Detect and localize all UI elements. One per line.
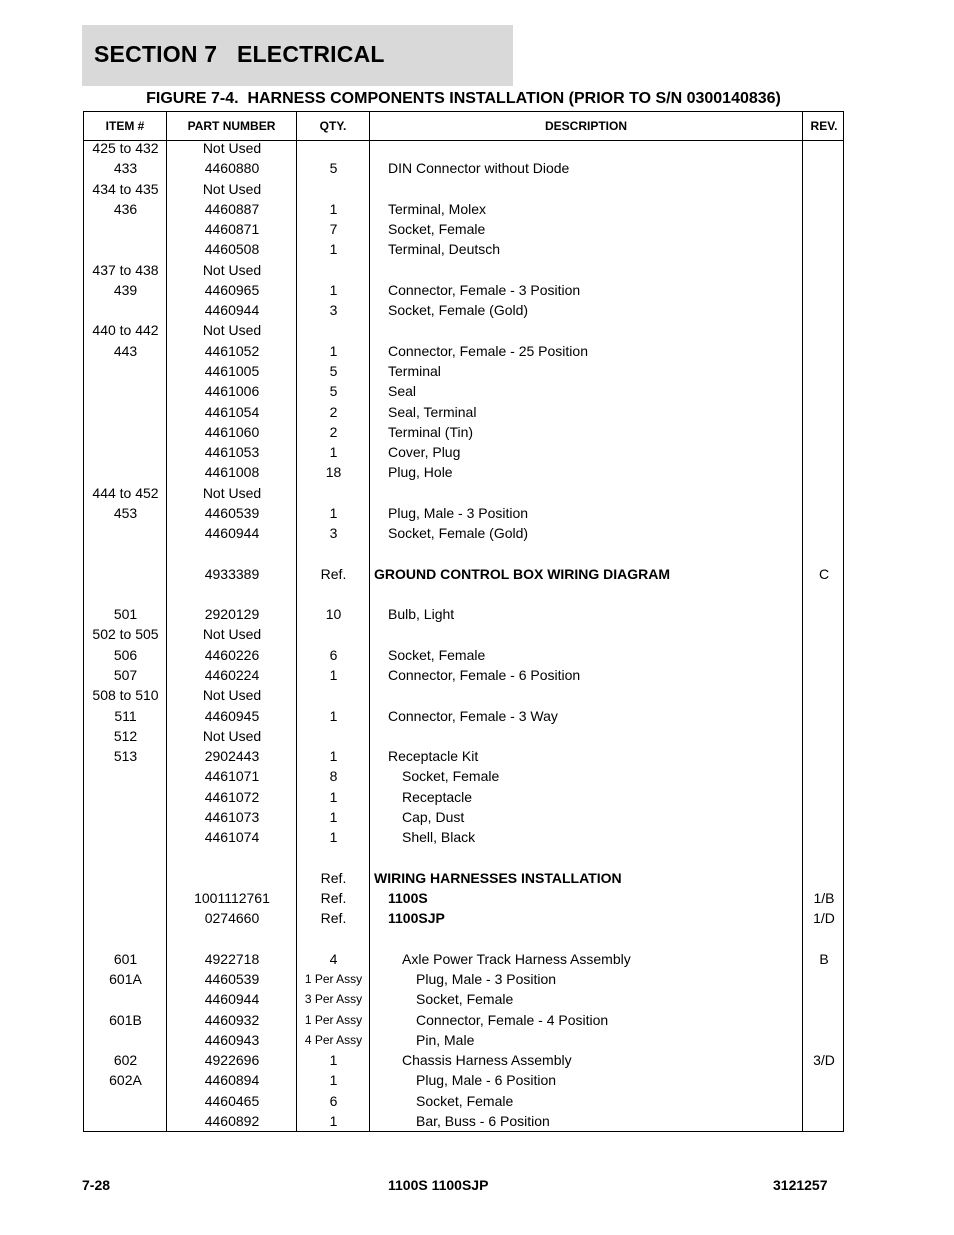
cell-qty: 1 [329, 808, 338, 825]
header-item: ITEM # [105, 119, 145, 133]
cell-part-number: 4460944 [204, 302, 260, 319]
cell-part-number: 4460894 [204, 1072, 260, 1089]
cell-part-number: Not Used [202, 727, 262, 744]
cell-part-number: 4460965 [204, 281, 260, 298]
table-row [84, 584, 845, 604]
table-row [84, 604, 845, 624]
table-row [84, 1091, 845, 1111]
cell-item: 512 [113, 727, 138, 744]
table-row [84, 523, 845, 543]
cell-qty: 1 [329, 1112, 338, 1129]
table-row [84, 158, 845, 178]
cell-description: Connector, Female - 4 Position [416, 1011, 609, 1028]
cell-qty: Ref. [320, 910, 347, 927]
cell-qty: 5 [329, 383, 338, 400]
table-row [84, 868, 845, 888]
cell-description: GROUND CONTROL BOX WIRING DIAGRAM [374, 565, 671, 582]
table-row [84, 402, 845, 422]
table-row [84, 847, 845, 867]
cell-item: 601A [109, 971, 142, 988]
cell-part-number: 4460880 [204, 160, 260, 177]
cell-part-number: 4461072 [204, 788, 260, 805]
cell-qty: 3 Per Assy [304, 992, 363, 1007]
cell-qty: 1 [329, 788, 338, 805]
table-row [84, 462, 845, 482]
table-row [84, 645, 845, 665]
cell-qty: 1 [329, 667, 338, 684]
table-row [84, 219, 845, 239]
cell-description: Receptacle Kit [388, 748, 479, 765]
cell-description: 1100S [388, 889, 428, 906]
cell-description: Socket, Female (Gold) [388, 302, 529, 319]
cell-description: WIRING HARNESSES INSTALLATION [374, 869, 622, 886]
cell-part-number: Not Used [202, 626, 262, 643]
cell-description: Cover, Plug [388, 444, 461, 461]
cell-part-number: 4460465 [204, 1092, 260, 1109]
table-row [84, 138, 845, 158]
cell-description: Plug, Hole [388, 464, 453, 481]
table-row [84, 949, 845, 969]
cell-item: 602 [113, 1052, 138, 1069]
cell-qty: 1 [329, 829, 338, 846]
cell-part-number: 4460945 [204, 707, 260, 724]
cell-rev: 1/D [813, 910, 835, 927]
table-row [84, 989, 845, 1009]
table-row [84, 1030, 845, 1050]
table-row [84, 1050, 845, 1070]
cell-description: Connector, Female - 3 Way [388, 707, 558, 724]
table-row [84, 179, 845, 199]
cell-part-number: 4460944 [204, 525, 260, 542]
table-row [84, 827, 845, 847]
cell-part-number: 4460932 [204, 1011, 260, 1028]
table-row [84, 442, 845, 462]
table-row [84, 969, 845, 989]
cell-item: 453 [113, 504, 138, 521]
cell-item: 511 [114, 707, 137, 724]
table-row [84, 564, 845, 584]
cell-rev: B [819, 950, 829, 967]
cell-description: Terminal (Tin) [388, 423, 474, 440]
cell-part-number: 4461074 [204, 829, 260, 846]
cell-description: Connector, Female - 3 Position [388, 281, 581, 298]
cell-item: 507 [113, 667, 138, 684]
cell-qty: 1 [329, 707, 338, 724]
cell-description: Plug, Male - 3 Position [416, 971, 557, 988]
header-qty: QTY. [319, 119, 347, 133]
cell-part-number: 4461006 [204, 383, 260, 400]
cell-description: Shell, Black [402, 829, 476, 846]
cell-item: 437 to 438 [92, 261, 159, 278]
table-row [84, 787, 845, 807]
table-row [84, 280, 845, 300]
cell-qty: 1 [329, 748, 338, 765]
cell-qty: 2 [329, 403, 338, 420]
cell-part-number: Not Used [202, 261, 262, 278]
table-row [84, 746, 845, 766]
cell-qty: 10 [325, 606, 342, 623]
figure-title: FIGURE 7-4. HARNESS COMPONENTS INSTALLATION (PRIOR TO S/N 0300140836) [146, 90, 781, 107]
cell-rev: 3/D [813, 1052, 835, 1069]
cell-rev: C [818, 565, 830, 582]
cell-qty: 1 [329, 281, 338, 298]
table-row [84, 1070, 845, 1090]
cell-part-number: 4460224 [204, 667, 260, 684]
cell-description: Cap, Dust [402, 808, 465, 825]
cell-qty: 3 [329, 302, 338, 319]
cell-qty: 2 [329, 423, 338, 440]
cell-qty: 6 [329, 1092, 338, 1109]
table-row [84, 665, 845, 685]
cell-part-number: 4461054 [204, 403, 260, 420]
cell-item: 501 [113, 606, 138, 623]
footer-doc-number: 3121257 [773, 1177, 828, 1193]
cell-part-number: 4460887 [204, 200, 260, 217]
header-rev: REV. [810, 119, 838, 133]
cell-description: Socket, Female [402, 768, 500, 785]
section-title: SECTION 7 ELECTRICAL [94, 41, 385, 67]
cell-qty: 6 [329, 646, 338, 663]
cell-description: Socket, Female [388, 646, 486, 663]
cell-qty: Ref. [320, 869, 347, 886]
cell-description: Socket, Female [416, 1092, 514, 1109]
cell-part-number: Not Used [202, 322, 262, 339]
table-row [84, 624, 845, 644]
cell-part-number: 4461052 [204, 342, 260, 359]
cell-qty: Ref. [320, 565, 347, 582]
footer-page-number: 7-28 [82, 1177, 111, 1193]
cell-description: Axle Power Track Harness Assembly [402, 950, 631, 967]
cell-part-number: 4461053 [204, 444, 260, 461]
cell-part-number: 1001112761 [194, 889, 270, 906]
table-row [84, 543, 845, 563]
header-description: DESCRIPTION [544, 119, 627, 133]
cell-description: 1100SJP [388, 910, 445, 927]
cell-qty: 1 Per Assy [304, 1012, 363, 1027]
cell-description: Socket, Female [416, 991, 514, 1008]
table-row [84, 422, 845, 442]
cell-qty: 5 [329, 160, 338, 177]
cell-description: Connector, Female - 6 Position [388, 667, 581, 684]
cell-part-number: 4460892 [204, 1112, 260, 1129]
cell-part-number: 4460943 [204, 1031, 260, 1048]
table-row [84, 381, 845, 401]
cell-part-number: 4933389 [204, 565, 260, 582]
cell-part-number: 4460944 [204, 991, 260, 1008]
cell-part-number: 4460508 [204, 241, 260, 258]
table-row [84, 483, 845, 503]
cell-item: 439 [113, 281, 138, 298]
table-row [84, 1111, 845, 1131]
cell-item: 601B [109, 1011, 142, 1028]
cell-part-number: Not Used [202, 687, 262, 704]
table-row [84, 300, 845, 320]
cell-part-number: Not Used [202, 484, 262, 501]
cell-description: Plug, Male - 6 Position [416, 1072, 557, 1089]
cell-description: Terminal, Molex [388, 200, 487, 217]
cell-part-number: 4460871 [204, 221, 260, 238]
cell-description: DIN Connector without Diode [388, 160, 570, 177]
table-row [84, 888, 845, 908]
cell-part-number: 4461008 [204, 464, 260, 481]
cell-qty: 18 [325, 464, 342, 481]
table-row [84, 199, 845, 219]
table-row [84, 361, 845, 381]
footer-model: 1100S 1100SJP [388, 1177, 489, 1193]
cell-qty: 1 [329, 444, 338, 461]
cell-item: 434 to 435 [92, 180, 159, 197]
cell-qty: 1 Per Assy [304, 972, 363, 987]
cell-description: Terminal, Deutsch [388, 241, 501, 258]
cell-description: Socket, Female (Gold) [388, 525, 529, 542]
cell-qty: 1 [329, 200, 338, 217]
table-row [84, 929, 845, 949]
cell-qty: 1 [329, 504, 338, 521]
cell-qty: 3 [329, 525, 338, 542]
cell-item: 502 to 505 [92, 626, 159, 643]
table-row [84, 239, 845, 259]
cell-description: Connector, Female - 25 Position [388, 342, 588, 359]
cell-description: Seal [388, 383, 417, 400]
cell-part-number: 4461071 [204, 768, 260, 785]
cell-qty: Ref. [320, 889, 347, 906]
cell-item: 506 [113, 646, 138, 663]
table-row [84, 726, 845, 746]
cell-item: 436 [113, 200, 138, 217]
cell-description: Bar, Buss - 6 Position [416, 1112, 550, 1129]
cell-description: Plug, Male - 3 Position [388, 504, 529, 521]
table-row [84, 503, 845, 523]
table-row [84, 1010, 845, 1030]
cell-part-number: 4461060 [204, 423, 260, 440]
table-row [84, 260, 845, 280]
cell-qty: 4 Per Assy [304, 1032, 363, 1047]
table-row [84, 320, 845, 340]
cell-qty: 1 [329, 241, 338, 258]
cell-part-number: 4461005 [204, 362, 260, 379]
cell-item: 443 [113, 342, 138, 359]
cell-part-number: 2902443 [204, 748, 260, 765]
cell-part-number: 4460539 [204, 971, 260, 988]
cell-qty: 5 [329, 362, 338, 379]
cell-part-number: 2920129 [204, 606, 260, 623]
cell-description: Chassis Harness Assembly [402, 1052, 572, 1069]
cell-qty: 1 [329, 1072, 338, 1089]
cell-item: 508 to 510 [92, 687, 159, 704]
cell-rev: 1/B [813, 889, 835, 906]
cell-item: 440 to 442 [92, 322, 159, 339]
cell-qty: 1 [329, 1052, 338, 1069]
cell-qty: 7 [329, 221, 338, 238]
cell-item: 602A [109, 1072, 142, 1089]
cell-part-number: 4922718 [204, 950, 260, 967]
cell-item: 425 to 432 [92, 140, 159, 156]
cell-part-number: 0274660 [204, 910, 260, 927]
cell-part-number: 4922696 [204, 1052, 260, 1069]
parts-table [83, 111, 844, 1132]
cell-item: 601 [113, 950, 138, 967]
table-row [84, 807, 845, 827]
table-row [84, 341, 845, 361]
cell-description: Pin, Male [416, 1031, 475, 1048]
cell-description: Receptacle [402, 788, 473, 805]
cell-item: 444 to 452 [92, 484, 159, 501]
cell-item: 513 [113, 748, 138, 765]
cell-item: 433 [113, 160, 138, 177]
cell-description: Socket, Female [388, 221, 486, 238]
cell-qty: 8 [329, 768, 338, 785]
cell-description: Bulb, Light [388, 606, 455, 623]
table-row [84, 766, 845, 786]
cell-qty: 4 [329, 950, 338, 967]
cell-qty: 1 [329, 342, 338, 359]
table-row [84, 706, 845, 726]
cell-part-number: 4460539 [204, 504, 260, 521]
cell-description: Seal, Terminal [388, 403, 477, 420]
cell-part-number: 4460226 [204, 646, 260, 663]
cell-part-number: Not Used [202, 180, 262, 197]
table-row [84, 908, 845, 928]
cell-description: Terminal [388, 362, 441, 379]
table-row [84, 685, 845, 705]
header-part-number: PART NUMBER [187, 119, 276, 133]
cell-part-number: Not Used [202, 140, 262, 156]
cell-part-number: 4461073 [204, 808, 260, 825]
